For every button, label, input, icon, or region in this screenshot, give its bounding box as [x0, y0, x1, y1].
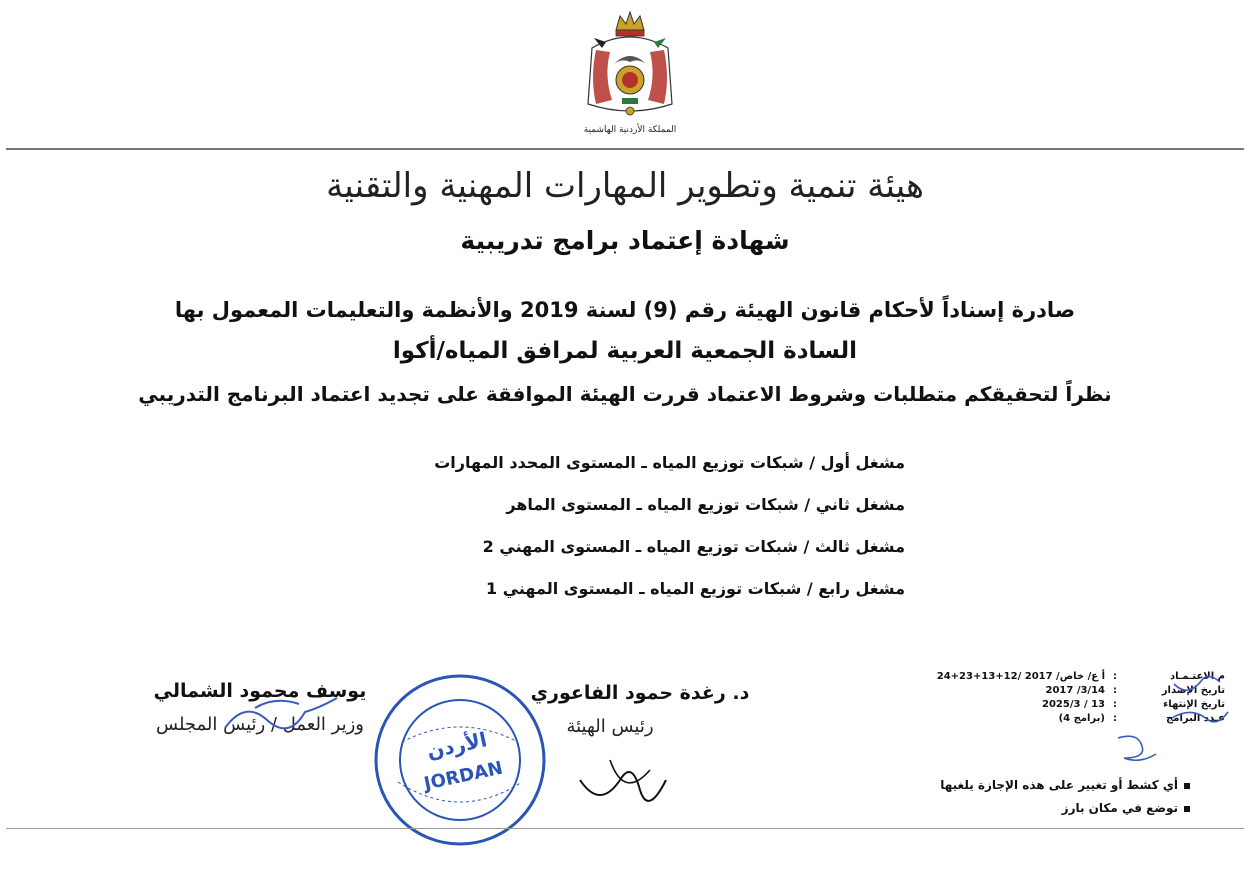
minister-signature [215, 690, 345, 740]
meta-value: (4 برامج) [1058, 713, 1105, 724]
minister-title: وزير العمل / رئيس المجلس [156, 714, 364, 735]
body-line-2: السادة الجمعية العربية لمرافق المياه/أكوا [392, 338, 858, 364]
crest-caption: المملكة الأردنية الهاشمية [583, 125, 677, 135]
top-divider [6, 148, 1244, 150]
meta-label: عـدد البرامج [1166, 713, 1225, 724]
meta-value: أ ع/ خاص/ 2017 /12+13+23+24 [936, 671, 1105, 682]
meta-label: تاريخ الإصدار [1161, 685, 1225, 696]
body-line-3: نظراً لتحقيقكم متطلبات وشروط الاعتماد قررت الهيئة الموافقة على تجديد اعتماد البرنامج التدريبي [138, 382, 1112, 406]
bullet-icon [1184, 806, 1190, 812]
bullet-icon [1184, 783, 1190, 789]
program-item: مشغل ثالث / شبكات توزيع المياه ـ المستوى المهني 2 [482, 537, 905, 556]
meta-colon: : [1113, 699, 1117, 710]
program-item: مشغل رابع / شبكات توزيع المياه ـ المستوى المهني 1 [486, 579, 905, 598]
jordan-crest-logo [582, 8, 678, 140]
minister-name: يوسف محمود الشمالي [153, 680, 367, 702]
body-line-1: صادرة إسناداً لأحكام قانون الهيئة رقم (9) لسنة 2019 والأنظمة والتعليمات المعمول بها [174, 298, 1076, 322]
stamp-center-en: JORDAN [422, 757, 505, 795]
bottom-divider [6, 828, 1244, 829]
note-item [870, 778, 1190, 792]
note-item [870, 801, 1190, 815]
program-item: مشغل أول / شبكات توزيع المياه ـ المستوى المحدد المهارات [434, 453, 905, 472]
document-subtitle: شهادة إعتماد برامج تدريبية [460, 226, 790, 255]
meta-colon: : [1113, 671, 1117, 682]
note-text: أي كشط أو تغيير على هذه الإجازة يلغيها [940, 778, 1178, 792]
meta-colon: : [1113, 685, 1117, 696]
president-name: د. رغدة حمود الفاعوري [530, 682, 750, 704]
meta-value: 2025/3 / 13 [1042, 699, 1105, 710]
initials-mark [1112, 728, 1162, 768]
president-signature [570, 740, 680, 820]
meta-value: 2017 /3/14 [1045, 685, 1105, 696]
program-item: مشغل ثاني / شبكات توزيع المياه ـ المستوى الماهر [506, 495, 905, 514]
initials-signatures [1168, 662, 1244, 762]
meta-label: م الاعتـمـاد [1169, 671, 1225, 682]
note-text: توضع في مكان بارز [1061, 801, 1178, 815]
president-title: رئيس الهيئة [566, 716, 654, 737]
document-title: هيئة تنمية وتطوير المهارات المهنية والتقنية [326, 166, 924, 206]
meta-colon: : [1113, 713, 1117, 724]
meta-label: تاريخ الإنتهاء [1163, 699, 1225, 710]
stamp-center-ar: الأردن [424, 727, 490, 764]
